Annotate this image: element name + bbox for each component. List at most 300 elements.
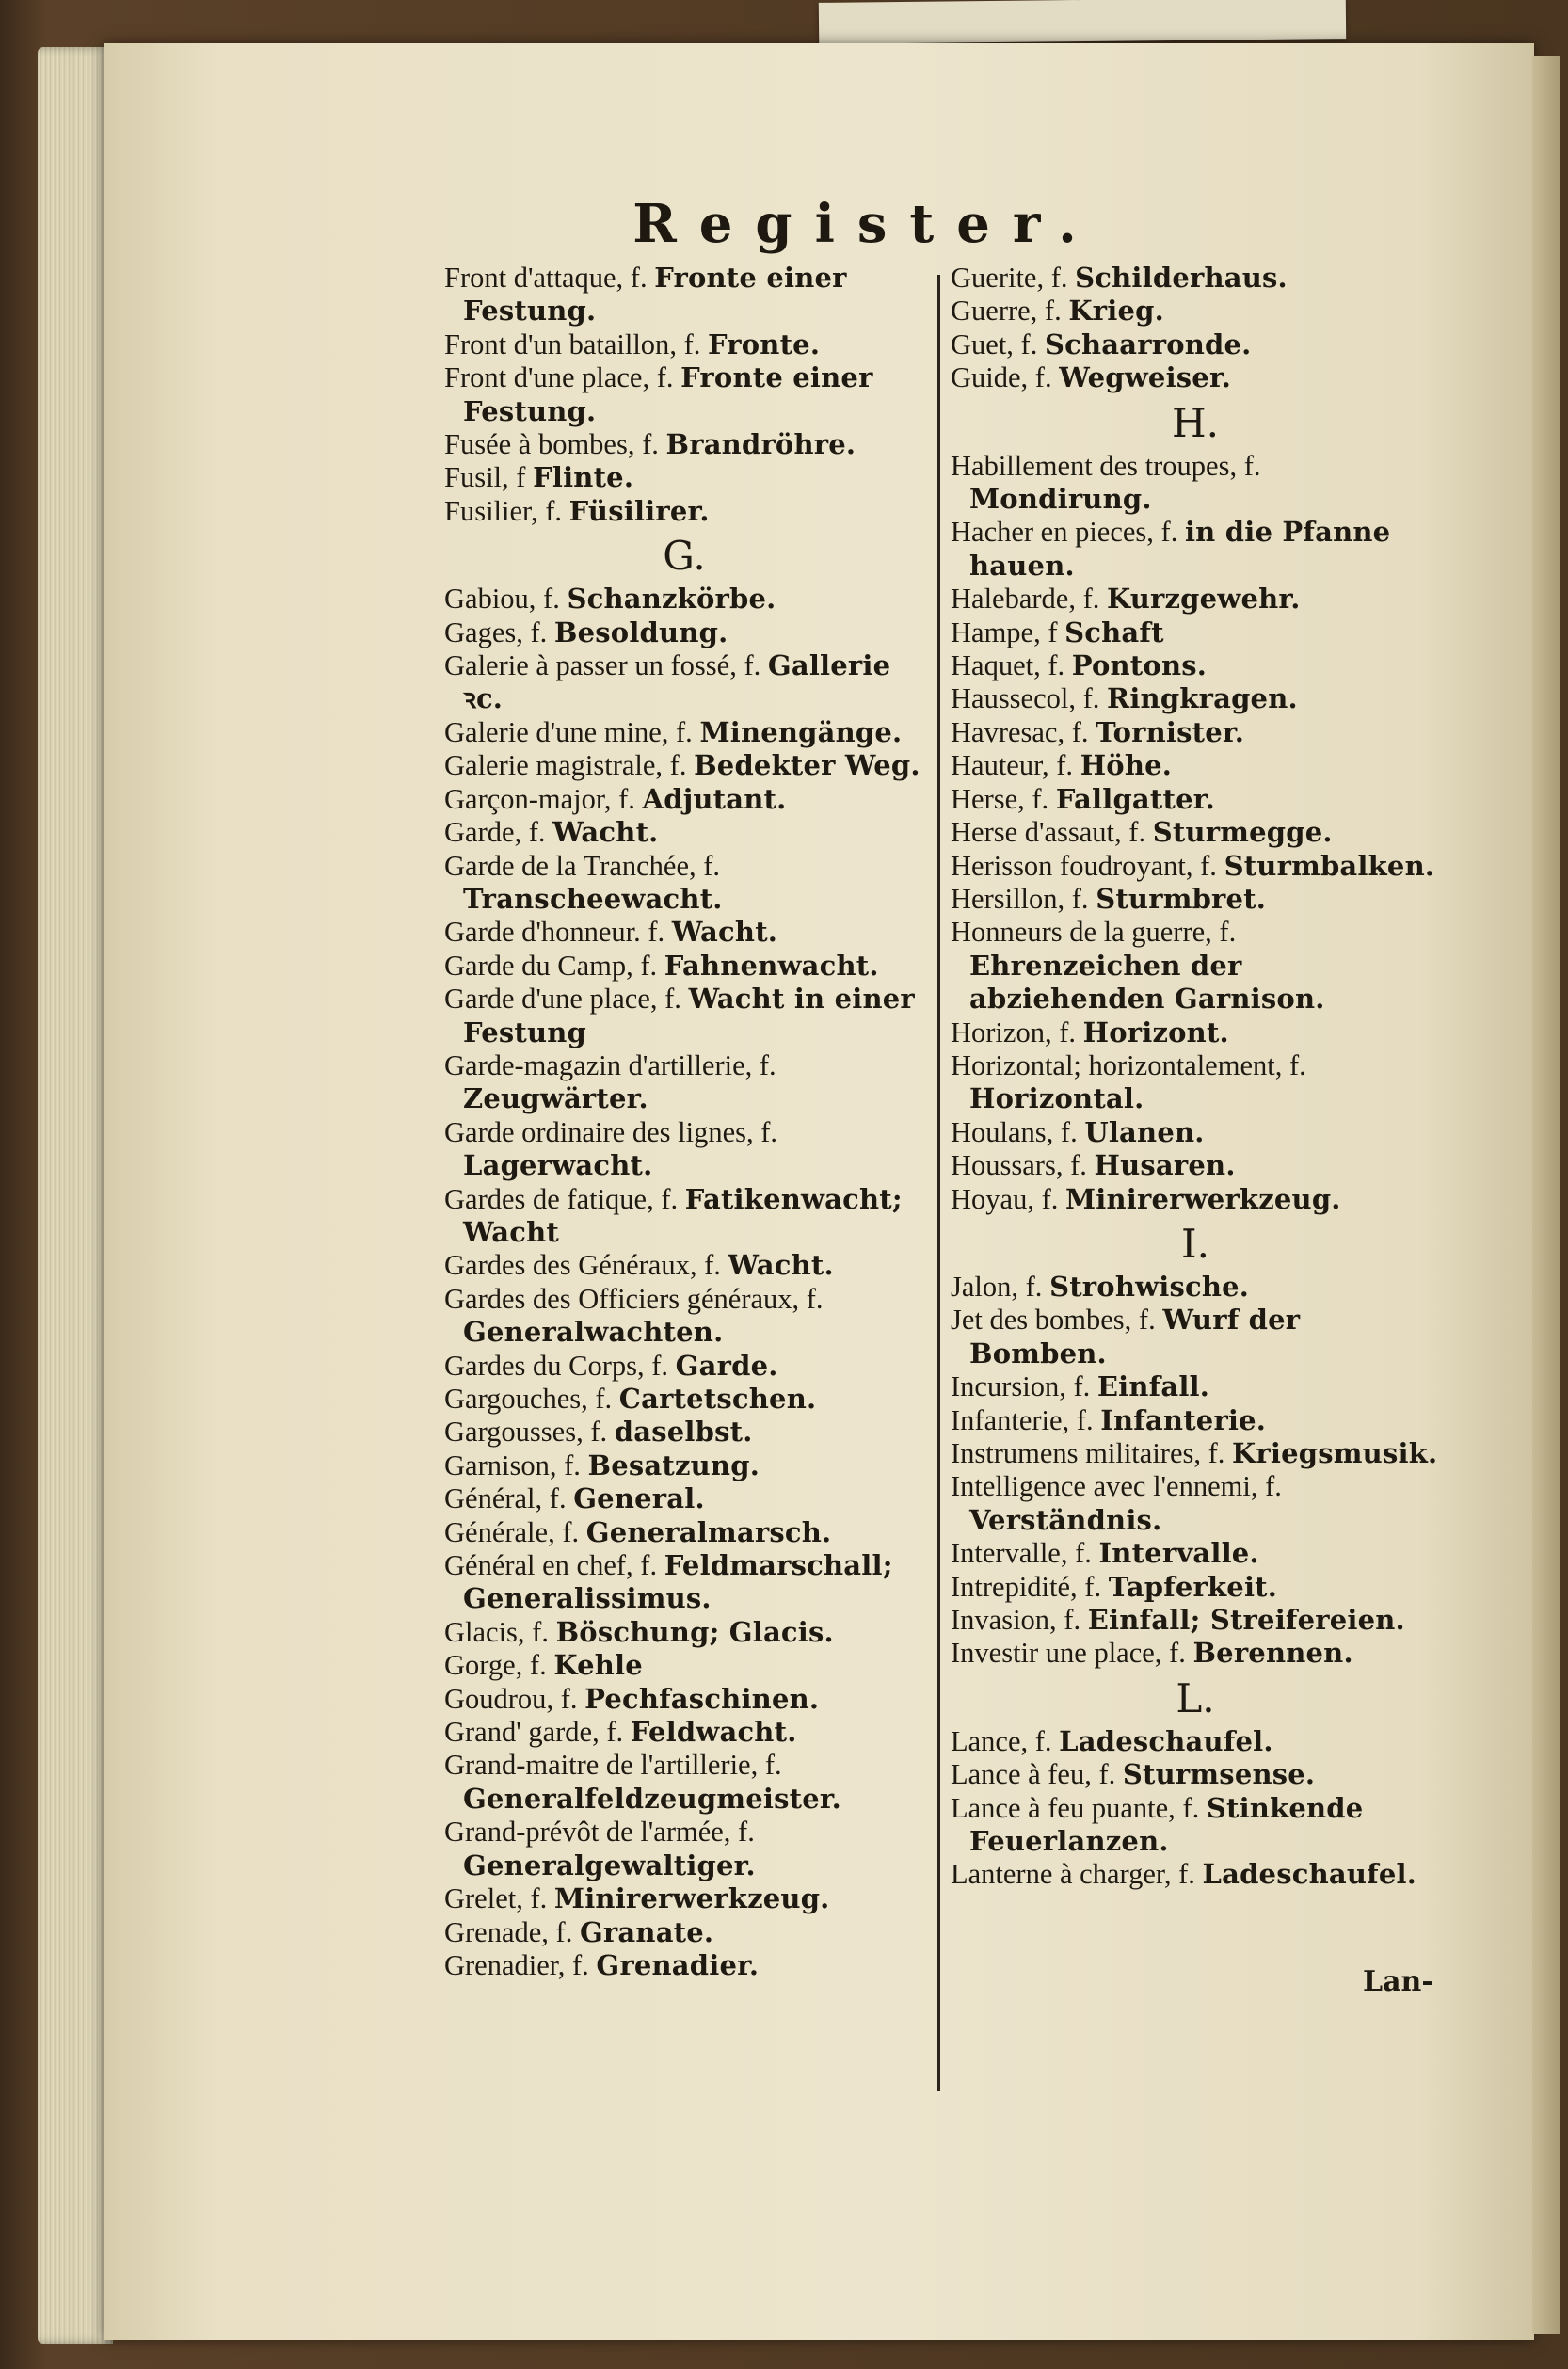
index-entry	[444, 1449, 924, 1482]
entry-reference: Fallgatter.	[1055, 782, 1215, 815]
paper-strip	[819, 0, 1346, 44]
index-entry	[951, 361, 1440, 394]
entry-reference: Tapferkeit.	[1108, 1570, 1278, 1603]
entry-term: Garde d'une place	[444, 983, 650, 1016]
index-entry	[951, 1183, 1440, 1216]
entry-term: Goudrou	[444, 1682, 547, 1715]
entry-reference: Einfall; Streifereien.	[1087, 1604, 1405, 1637]
entry-separator: , f.	[1274, 1048, 1306, 1081]
entry-separator: , f.	[637, 1349, 676, 1382]
entry-separator: , f.	[626, 949, 664, 982]
entry-term: Grelet	[444, 1882, 517, 1915]
entry-reference: Wacht.	[728, 1249, 834, 1282]
entry-term: Grand-maitre de l'artillerie	[444, 1749, 751, 1782]
entry-reference: Ulanen.	[1084, 1115, 1205, 1148]
entry-term: Guet	[951, 328, 1007, 360]
entry-reference: Feldwacht.	[630, 1716, 797, 1749]
index-entry	[951, 516, 1440, 583]
entry-reference: Wurf der Bomben.	[969, 1304, 1301, 1369]
index-entry	[444, 1916, 924, 1949]
index-entry	[444, 1116, 924, 1183]
entry-term: Houssars	[951, 1149, 1056, 1182]
index-entry	[951, 649, 1440, 682]
entry-reference: Bedekter Weg.	[694, 749, 920, 782]
entry-separator: , f.	[581, 1383, 619, 1415]
entry-term: Général en chef	[444, 1549, 627, 1582]
entry-reference: Stinkende Feuerlanzen.	[969, 1791, 1364, 1858]
entry-separator: , f.	[1006, 328, 1045, 360]
index-entry	[444, 850, 924, 917]
index-entry	[444, 1383, 924, 1416]
entry-term: Gardes des Officiers généraux	[444, 1282, 792, 1315]
entry-separator: , f.	[541, 1915, 580, 1948]
entry-term: Garnison	[444, 1449, 550, 1481]
index-entry	[444, 1616, 924, 1649]
entry-separator: , f.	[1168, 1791, 1207, 1824]
entry-reference: Pontons.	[1071, 649, 1208, 682]
entry-term: Haquet	[951, 649, 1034, 682]
entry-term: Gargouches	[444, 1383, 582, 1415]
entry-separator: , f.	[1042, 749, 1080, 782]
entry-term: Hacher en pieces	[951, 516, 1147, 549]
entry-reference: in die Pfanne hauen.	[969, 516, 1391, 582]
entry-reference: daselbst.	[614, 1416, 753, 1449]
index-entry	[444, 1816, 924, 1882]
index-entry	[444, 983, 924, 1049]
entry-term: Intelligence avec l'ennemi	[951, 1470, 1251, 1503]
entry-separator: , f.	[655, 749, 695, 782]
entry-term: Hampe	[951, 616, 1034, 648]
entry-reference: Einfall.	[1096, 1370, 1210, 1403]
entry-term: Garde d'honneur	[444, 916, 634, 949]
index-entry	[951, 1858, 1440, 1891]
entry-reference: Minengänge.	[699, 715, 903, 748]
index-entry	[951, 328, 1440, 361]
index-entry	[444, 1749, 924, 1816]
index-entry	[444, 1949, 924, 1982]
entry-term: Garde du Camp	[444, 949, 627, 982]
entry-separator: , f.	[1114, 816, 1153, 849]
index-entry	[444, 916, 924, 949]
entry-reference: Füsilirer.	[568, 494, 710, 527]
entry-separator: , f.	[1057, 882, 1096, 915]
entry-term: Lanterne à charger	[951, 1858, 1164, 1891]
index-entry	[444, 361, 924, 428]
entry-term: Fusil	[444, 461, 503, 494]
entry-term: Honneurs de la guerre	[951, 916, 1206, 949]
index-entry	[951, 295, 1440, 328]
entry-separator: , f.	[642, 361, 681, 394]
entry-separator: , f.	[1046, 1115, 1085, 1148]
index-entry	[444, 616, 924, 649]
entry-term: Halebarde	[951, 583, 1069, 616]
entry-term: Haussecol	[951, 682, 1069, 715]
index-entry	[444, 716, 924, 749]
entry-reference: Fronte einer Festung.	[463, 262, 847, 328]
entry-reference: Generalmarsch.	[585, 1515, 832, 1548]
entry-separator: , f.	[1020, 1724, 1060, 1757]
index-entry	[951, 1271, 1440, 1304]
index-entry	[951, 1637, 1440, 1670]
entry-separator: , f.	[750, 1749, 782, 1782]
index-entry	[951, 850, 1440, 883]
index-entry	[951, 1470, 1440, 1537]
index-entry	[951, 1016, 1440, 1049]
entry-term: Infanterie	[951, 1403, 1063, 1436]
section-letter: L.	[1176, 1674, 1215, 1721]
entry-term: Herse	[951, 782, 1018, 815]
entry-term: Intrepidité	[951, 1570, 1071, 1603]
entry-separator: , f.	[1068, 682, 1108, 715]
index-entry	[951, 1725, 1440, 1758]
entry-reference: Generalgewaltiger.	[463, 1849, 756, 1881]
index-entry	[951, 783, 1440, 816]
entry-separator: , f.	[1084, 1758, 1123, 1791]
index-entry	[444, 583, 924, 616]
entry-term: Front d'un bataillon	[444, 328, 670, 360]
entry-term: Horizon	[951, 1016, 1045, 1048]
entry-separator: , f.	[1154, 1637, 1193, 1670]
entry-separator: , f.	[1185, 849, 1224, 882]
right-column	[951, 262, 1440, 1892]
entry-reference: Berennen.	[1192, 1637, 1353, 1670]
entry-separator: , f.	[1027, 1182, 1065, 1215]
entry-reference: Wacht in einer Festung	[463, 983, 915, 1048]
entry-separator: , f.	[1049, 1604, 1088, 1637]
index-entry	[951, 716, 1440, 749]
entry-term: Générale	[444, 1515, 549, 1548]
index-entry	[951, 1049, 1440, 1116]
catchword: Lan-	[1363, 1965, 1433, 1998]
section-letter: G.	[663, 533, 706, 580]
entry-term: Garde	[444, 816, 515, 849]
entry-term: Gardes des Généraux	[444, 1249, 690, 1282]
entry-separator: , f.	[729, 649, 768, 682]
entry-term: Guerite	[951, 262, 1037, 294]
index-entry	[951, 916, 1440, 1016]
entry-reference: Kriegsmusik.	[1232, 1437, 1438, 1469]
entry-term: Investir une place	[951, 1637, 1155, 1670]
entry-term: Guide	[951, 361, 1021, 394]
entry-reference: Zeugwärter.	[463, 1082, 648, 1115]
entry-reference: Fronte.	[707, 328, 821, 360]
entry-reference: Schaft	[1064, 616, 1164, 648]
index-entry	[951, 583, 1440, 616]
entry-term: Front d'une place	[444, 361, 643, 394]
index-entry	[444, 816, 924, 849]
entry-reference: Kehle	[553, 1649, 643, 1682]
entry-separator: , f.	[1055, 1149, 1095, 1182]
index-entry	[444, 461, 924, 494]
entry-reference: Transcheewacht.	[463, 882, 723, 915]
index-entry	[951, 262, 1440, 295]
entry-term: Hauteur	[951, 749, 1043, 782]
entry-term: Intervalle	[951, 1537, 1061, 1570]
entry-reference: Ladeschaufel.	[1202, 1858, 1416, 1891]
entry-reference: Flinte.	[533, 461, 634, 494]
entry-reference: Schaarronde.	[1044, 328, 1252, 360]
index-entry	[951, 1304, 1440, 1370]
entry-reference: Fronte einer Festung.	[463, 361, 873, 427]
index-entry	[951, 1792, 1440, 1859]
entry-reference: Horizont.	[1082, 1016, 1229, 1048]
index-entry	[444, 328, 924, 361]
entry-reference: Strohwische.	[1049, 1270, 1250, 1303]
entry-reference: Gallerie ꝛc.	[463, 649, 891, 715]
entry-term: Hoyau	[951, 1182, 1028, 1215]
entry-separator: , f.	[723, 1816, 755, 1849]
entry-reference: Krieg.	[1068, 295, 1164, 328]
entry-term: Fusilier	[444, 494, 531, 527]
entry-separator: , f.	[1070, 1570, 1109, 1603]
entry-separator: , f.	[1229, 449, 1261, 482]
entry-reference: Schilderhaus.	[1075, 262, 1288, 294]
index-entry	[444, 1350, 924, 1383]
index-entry	[951, 1116, 1440, 1149]
entry-reference: Böschung; Glacis.	[555, 1615, 834, 1648]
entry-reference: Husaren.	[1094, 1149, 1236, 1182]
entry-separator: , f.	[1017, 782, 1056, 815]
entry-term: Général	[444, 1482, 536, 1515]
index-entry	[951, 1149, 1440, 1182]
index-entry	[951, 1758, 1440, 1791]
entry-separator: , f.	[1060, 1537, 1099, 1570]
entry-reference: Minirerwerkzeug.	[1065, 1182, 1341, 1215]
index-entry	[951, 1571, 1440, 1604]
entry-reference: Ladeschaufel.	[1059, 1724, 1273, 1757]
index-entry	[444, 1716, 924, 1749]
entry-separator: , f.	[1068, 583, 1107, 616]
entry-separator: , f.	[1193, 1437, 1233, 1469]
entry-term: Instrumens militaires	[951, 1437, 1194, 1469]
entry-separator: , f.	[1062, 1403, 1101, 1436]
entry-term: Incursion	[951, 1370, 1060, 1403]
left-column	[444, 262, 924, 1982]
page-edges	[38, 47, 113, 2344]
index-entry	[951, 1604, 1440, 1637]
entry-separator: , f.	[649, 983, 689, 1016]
entry-term: Horizontal; horizontalement	[951, 1048, 1275, 1081]
entry-separator: , f.	[745, 1115, 778, 1148]
entry-reference: Sturmbret.	[1096, 882, 1267, 915]
entry-term: Herse d'assaut	[951, 816, 1115, 849]
column-rule	[937, 275, 940, 2091]
entry-term: Front d'attaque	[444, 262, 616, 294]
index-entry	[951, 1370, 1440, 1403]
entry-reference: Tornister.	[1096, 715, 1244, 748]
entry-term: Fusée à bombes	[444, 428, 628, 461]
entry-term: Grenade	[444, 1915, 542, 1948]
entry-separator: , f.	[669, 328, 708, 360]
entry-reference: Sturmbalken.	[1224, 849, 1435, 882]
entry-term: Gardes du Corps	[444, 1349, 637, 1382]
entry-separator: , f.	[546, 1682, 585, 1715]
entry-separator: , f.	[689, 1249, 728, 1282]
index-entry	[444, 1049, 924, 1116]
index-entry	[444, 649, 924, 716]
entry-separator: , f	[1033, 616, 1065, 648]
entry-separator: , f.	[647, 1182, 685, 1215]
entry-reference: Ehrenzeichen der abziehenden Garnison.	[969, 949, 1325, 1016]
entry-term: Grand-prévôt de l'armée	[444, 1816, 724, 1849]
entry-separator: , f.	[1146, 516, 1185, 549]
section-letter: I.	[1181, 1220, 1209, 1267]
entry-separator: , f.	[1059, 1370, 1097, 1403]
entry-reference: Grenadier.	[596, 1948, 760, 1981]
entry-reference: Fatikenwacht; Wacht	[463, 1182, 903, 1248]
entry-reference: Besoldung.	[553, 616, 728, 648]
entry-separator: , f.	[1030, 295, 1069, 328]
entry-separator: , f.	[516, 1882, 554, 1915]
index-entry	[951, 1437, 1440, 1470]
entry-separator: , f.	[627, 428, 666, 461]
entry-separator: , f.	[1020, 361, 1060, 394]
entry-reference: Garde.	[675, 1349, 778, 1382]
entry-separator: , f.	[626, 1549, 664, 1582]
entry-reference: Infanterie.	[1100, 1403, 1267, 1436]
page-heading: Register.	[632, 193, 1099, 255]
entry-separator: , f.	[535, 1482, 574, 1515]
entry-reference: Ringkragen.	[1107, 682, 1298, 715]
entry-reference: Cartetschen.	[618, 1383, 817, 1415]
entry-separator: , f.	[1205, 916, 1237, 949]
entry-separator: , f.	[603, 782, 643, 815]
index-entry	[444, 1649, 924, 1682]
entry-term: Invasion	[951, 1604, 1050, 1637]
index-entry	[951, 749, 1440, 782]
entry-reference: Brandröhre.	[665, 428, 856, 461]
entry-separator: , f.	[1033, 649, 1072, 682]
index-entry	[444, 1683, 924, 1716]
index-entry	[444, 749, 924, 782]
index-entry	[444, 1549, 924, 1616]
entry-separator: , f.	[689, 849, 721, 882]
entry-separator: . f.	[633, 916, 672, 949]
section-letter: H.	[1172, 399, 1219, 446]
entry-reference: Wegweiser.	[1059, 361, 1232, 394]
index-entry	[951, 616, 1440, 649]
entry-reference: Fahnenwacht.	[664, 949, 879, 982]
entry-reference: Verständnis.	[969, 1503, 1162, 1536]
index-entry	[444, 1882, 924, 1915]
index-entry	[951, 1537, 1440, 1570]
index-entry	[951, 816, 1440, 849]
entry-reference: Intervalle.	[1098, 1537, 1259, 1570]
entry-term: Galerie à passer un fossé	[444, 649, 730, 682]
entry-term: Gorge	[444, 1649, 516, 1682]
entry-reference: Kurzgewehr.	[1106, 583, 1301, 616]
index-entry	[444, 1283, 924, 1350]
entry-separator: , f.	[514, 816, 553, 849]
entry-separator: , f.	[515, 1649, 554, 1682]
index-entry	[444, 1183, 924, 1250]
entry-separator: , f.	[592, 1716, 631, 1749]
entry-separator: , f.	[1044, 1016, 1083, 1048]
index-entry	[444, 1416, 924, 1449]
entry-separator: , f.	[616, 262, 655, 294]
entry-term: Havresac	[951, 715, 1058, 748]
entry-term: Lance à feu	[951, 1758, 1085, 1791]
entry-reference: Höhe.	[1080, 749, 1173, 782]
entry-term: Herisson foudroyant	[951, 849, 1186, 882]
entry-reference: Sturmegge.	[1152, 816, 1333, 849]
entry-term: Gabiou	[444, 583, 529, 616]
entry-separator: , f	[502, 461, 534, 494]
entry-reference: Sturmsense.	[1122, 1758, 1316, 1791]
entry-separator: , f.	[661, 715, 700, 748]
entry-separator: , f.	[792, 1282, 824, 1315]
entry-reference: Minirerwerkzeug.	[553, 1882, 830, 1915]
entry-separator: , f.	[1011, 1270, 1050, 1303]
entry-separator: , f.	[1163, 1858, 1203, 1891]
index-entry	[444, 262, 924, 328]
entry-reference: Wacht.	[671, 916, 778, 949]
entry-separator: , f.	[549, 1449, 588, 1481]
entry-reference: Wacht.	[552, 816, 659, 849]
index-entry	[444, 1249, 924, 1282]
entry-separator: , f.	[548, 1515, 586, 1548]
entry-term: Hersillon	[951, 882, 1058, 915]
entry-term: Houlans	[951, 1115, 1047, 1148]
entry-reference: Pechfaschinen.	[584, 1682, 820, 1715]
entry-reference: Generalfeldzeugmeister.	[463, 1782, 841, 1815]
entry-term: Gargousses	[444, 1416, 577, 1449]
entry-reference: Adjutant.	[642, 782, 787, 815]
index-entry	[444, 428, 924, 461]
entry-reference: Feldmarschall; Generalissimus.	[463, 1549, 893, 1615]
entry-term: Garde-magazin d'artillerie	[444, 1048, 745, 1081]
entry-term: Jet des bombes	[951, 1304, 1125, 1337]
entry-separator: , f.	[744, 1048, 776, 1081]
entry-separator: , f.	[530, 494, 569, 527]
entry-term: Galerie magistrale	[444, 749, 656, 782]
entry-separator: , f.	[1036, 262, 1076, 294]
entry-separator: , f.	[1250, 1470, 1282, 1503]
entry-reference: Granate.	[579, 1915, 714, 1948]
entry-term: Galerie d'une mine	[444, 715, 662, 748]
entry-reference: Horizontal.	[969, 1082, 1144, 1115]
entry-reference: Schanzkörbe.	[567, 583, 776, 616]
entry-term: Guerre	[951, 295, 1031, 328]
index-entry	[444, 495, 924, 528]
entry-term: Glacis	[444, 1615, 518, 1648]
index-entry	[951, 450, 1440, 517]
entry-separator: , f.	[1124, 1304, 1163, 1337]
index-entry	[444, 783, 924, 816]
entry-separator: , f.	[557, 1948, 597, 1981]
entry-separator: , f.	[528, 583, 568, 616]
entry-term: Grenadier	[444, 1948, 558, 1981]
index-entry	[444, 1482, 924, 1515]
entry-term: Grand' garde	[444, 1716, 593, 1749]
index-entry	[951, 883, 1440, 916]
entry-term: Garde ordinaire des lignes	[444, 1115, 746, 1148]
entry-reference: Mondirung.	[969, 483, 1152, 516]
facing-page-edge	[1532, 56, 1560, 2334]
entry-term: Garde de la Tranchée	[444, 849, 689, 882]
index-entry	[444, 1516, 924, 1549]
entry-reference: Lagerwacht.	[463, 1149, 653, 1182]
index-entry	[444, 950, 924, 983]
entry-term: Jalon	[951, 1270, 1012, 1303]
entry-term: Gardes de fatique	[444, 1182, 648, 1215]
entry-separator: , f.	[1057, 715, 1096, 748]
entry-term: Lance à feu puante	[951, 1791, 1169, 1824]
entry-term: Lance	[951, 1724, 1021, 1757]
entry-term: Gages	[444, 616, 517, 648]
entry-term: Habillement des troupes	[951, 449, 1230, 482]
entry-reference: Generalwachten.	[463, 1316, 724, 1349]
